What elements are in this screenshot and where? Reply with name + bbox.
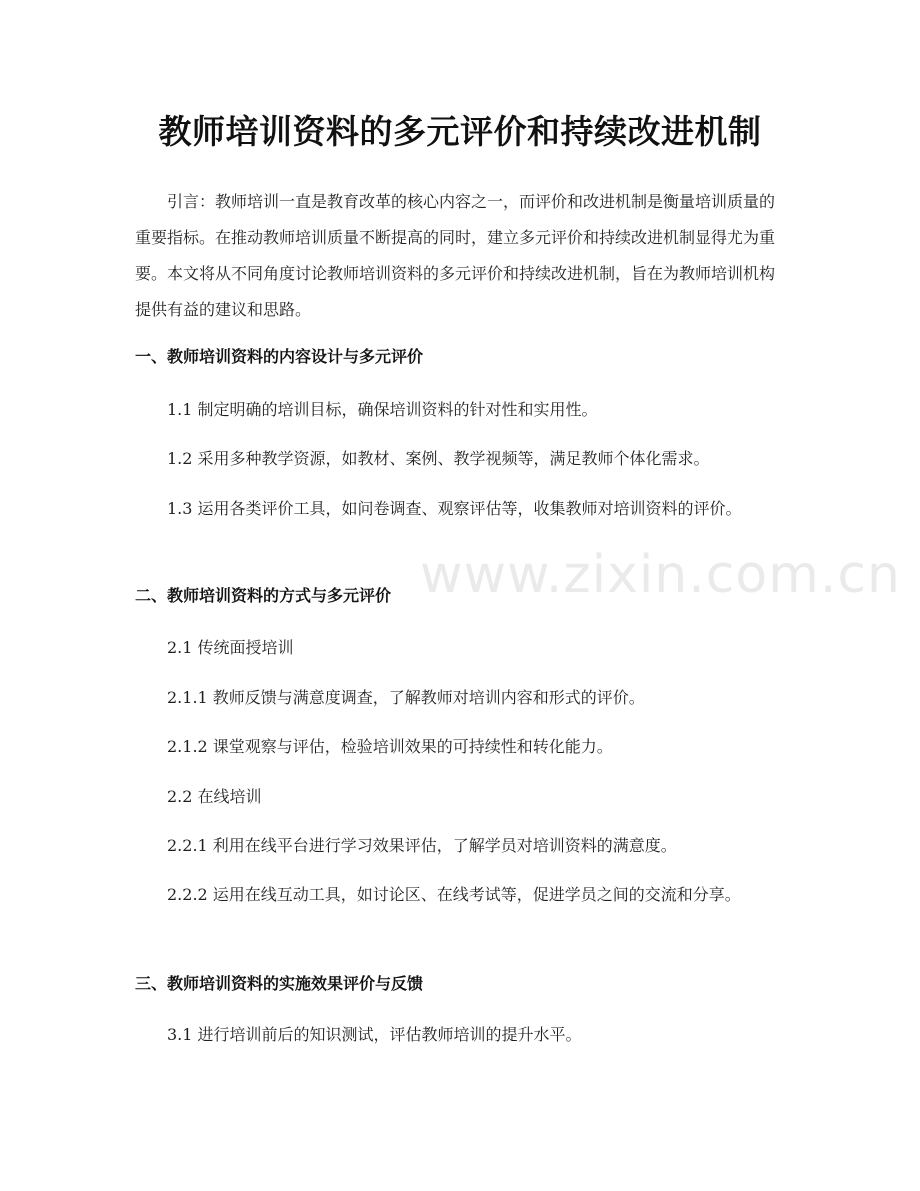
section-1-item-1: 1.1 制定明确的培训目标，确保培训资料的针对性和实用性。 <box>167 400 598 419</box>
section-2-item-4: 2.2 在线培训 <box>167 787 262 806</box>
section-2-item-6: 2.2.2 运用在线互动工具，如讨论区、在线考试等，促进学员之间的交流和分享。 <box>167 885 741 904</box>
intro-paragraph: 引言：教师培训一直是教育改革的核心内容之一，而评价和改进机制是衡量培训质量的重要指标。在推动教师培训质量不断提高的同时，建立多元评价和持续改进机制显得尤为重要。本文将从不同角度讨论教师培训资料的多元评价和持续改进机制，旨在为教师培训机构提供有益的建议和思路。 <box>135 192 776 319</box>
section-1-item-2: 1.2 采用多种教学资源，如教材、案例、教学视频等，满足教师个体化需求。 <box>167 449 710 468</box>
section-2-item-5: 2.2.1 利用在线平台进行学习效果评估，了解学员对培训资料的满意度。 <box>167 836 677 855</box>
section-1-heading: 一、教师培训资料的内容设计与多元评价 <box>135 347 424 366</box>
section-1-item-3: 1.3 运用各类评价工具，如问卷调查、观察评估等，收集教师对培训资料的评价。 <box>167 499 742 518</box>
section-2-item-2: 2.1.1 教师反馈与满意度调查，了解教师对培训内容和形式的评价。 <box>167 688 645 707</box>
section-3-heading: 三、教师培训资料的实施效果评价与反馈 <box>135 974 424 993</box>
watermark: www.zixin.com.cn <box>420 545 901 605</box>
section-2-heading: 二、教师培训资料的方式与多元评价 <box>135 586 392 605</box>
section-2-item-1: 2.1 传统面授培训 <box>167 638 294 657</box>
page-title: 教师培训资料的多元评价和持续改进机制 <box>158 112 762 151</box>
section-3-item-1: 3.1 进行培训前后的知识测试，评估教师培训的提升水平。 <box>167 1025 582 1044</box>
section-2-item-3: 2.1.2 课堂观察与评估，检验培训效果的可持续性和转化能力。 <box>167 737 613 756</box>
